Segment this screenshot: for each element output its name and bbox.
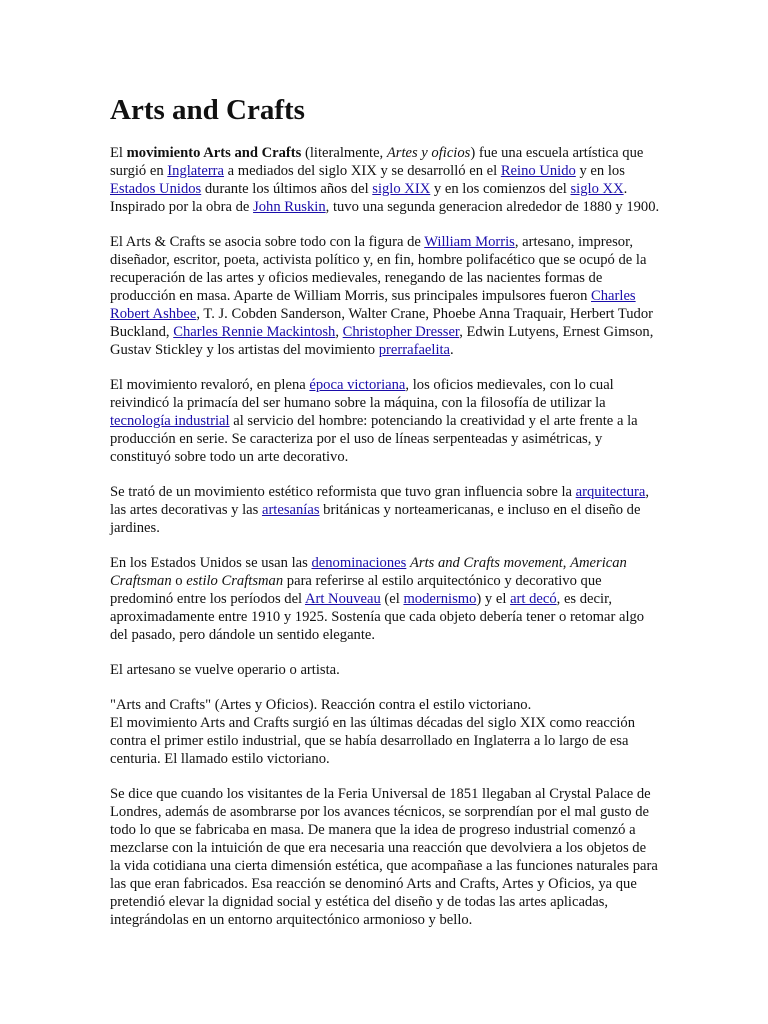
text-span: ) y el (476, 591, 511, 607)
text-span: , es decir, aproximadamente entre 1910 y 1925. Sostenía que cada objeto debería tener o retomar algo del pasado, pero dándole un sentido elegante. (110, 591, 645, 643)
text-span: , tuvo una segunda generacion alrededor de 1880 y 1900. (325, 199, 660, 215)
italic-term: estilo Craftsman (186, 573, 284, 589)
bold-term: movimiento Arts and Crafts (126, 145, 302, 161)
text-span: o (171, 573, 187, 589)
link-siglo-xx[interactable]: siglo XX (570, 181, 624, 197)
text-span: para referirse al estilo arquitectónico y decorativo que predominó entre los períodos del (110, 573, 602, 607)
italic-term: Arts and Crafts movement (409, 555, 563, 571)
text-span: . (450, 342, 454, 358)
link-siglo-xix[interactable]: siglo XIX (372, 181, 431, 197)
text-span: , artesano, impresor, diseñador, escritor, poeta, activista político y, en fin, hombre polifacético que se ocupó de la recuperación de las artes y oficios medievales, renegando de las nacientes formas de producción en masa. Aparte de William Morris, sus principales impulsores fueron (110, 234, 647, 304)
link-artesanias[interactable]: artesanías (261, 502, 320, 518)
text-span: británicas y norteamericanas, e incluso en el diseño de jardines. (110, 502, 641, 536)
text-span: (el (380, 591, 404, 607)
text-span: (literalmente, (301, 145, 387, 161)
page-title: Arts and Crafts (110, 94, 305, 126)
paragraph-epoca-victoriana (110, 376, 660, 466)
link-christopher-dresser[interactable]: Christopher Dresser (342, 324, 460, 340)
paragraph-reformista (110, 483, 660, 537)
link-charles-robert-ashbee[interactable]: Charles Robert Ashbee (110, 288, 636, 322)
link-modernismo[interactable]: modernismo (403, 591, 477, 607)
link-john-ruskin[interactable]: John Ruskin (253, 199, 326, 215)
text-span: En los Estados Unidos se usan las (110, 555, 312, 571)
link-charles-rennie-mackintosh[interactable]: Charles Rennie Mackintosh (173, 324, 336, 340)
link-reino-unido[interactable]: Reino Unido (500, 163, 576, 179)
text-span: al servicio del hombre: potenciando la creatividad y el arte frente a la producción en serie. Se caracteriza por el uso de líneas serpenteadas y asimétricas, y constituyó sobre todo un arte decorativo. (110, 413, 638, 465)
link-prerrafaelita[interactable]: prerrafaelita (378, 342, 451, 358)
text-span: , T. J. Cobden Sanderson, Walter Crane, Phoebe Anna Traquair, Herbert Tudor Buckland, (110, 306, 654, 340)
paragraph-intro (110, 144, 660, 216)
text-span: . Inspirado por la obra de (110, 181, 628, 215)
link-estados-unidos[interactable]: Estados Unidos (110, 181, 202, 197)
text-span: "Arts and Crafts" (Artes y Oficios). Reacción contra el estilo victoriano. (110, 697, 532, 713)
text-span: durante los últimos años del (201, 181, 373, 197)
link-tecnologia-industrial[interactable]: tecnología industrial (110, 413, 230, 429)
link-art-deco[interactable]: art decó (510, 591, 557, 607)
italic-term: Artes y oficios (386, 145, 471, 161)
link-art-nouveau[interactable]: Art Nouveau (304, 591, 381, 607)
link-william-morris[interactable]: William Morris (424, 234, 515, 250)
italic-term: American Craftsman (110, 555, 627, 589)
text-span: , (335, 324, 343, 340)
paragraph-reaccion (110, 696, 660, 768)
text-span: , los oficios medievales, con lo cual reivindicó la primacía del ser humano sobre la máquina, con la filosofía de utilizar la (110, 377, 614, 411)
link-inglaterra[interactable]: Inglaterra (167, 163, 225, 179)
text-span: Se trató de un movimiento estético reformista que tuvo gran influencia sobre la (110, 484, 576, 500)
text-span: El Arts & Crafts se asocia sobre todo con la figura de (110, 234, 425, 250)
link-arquitectura[interactable]: arquitectura (575, 484, 646, 500)
document-page (110, 92, 660, 946)
text-span: ) fue una escuela artística que surgió en (110, 145, 644, 179)
text-span: y en los comienzos del (430, 181, 571, 197)
paragraph-feria-universal: Se dice que cuando los visitantes de la Feria Universal de 1851 llegaban al Crystal Palace de Londres, además de asombrarse por los avances técnicos, se sorprendían por el mal gusto de todo lo que se fabricaba en masa. De manera que la idea de progreso industrial comenzó a mezclarse con la intuición de que era necesaria una reacción que devolviera a los objetos de la vida cotidiana una cierta dimensión estética, que acompañase a las funciones naturales para las que eran fabricados. Esa reacción se denominó Arts and Crafts, Artes y Oficios, ya que pretendió elevar la dignidad social y estética del diseño y de todas las artes aplicadas, integrándolas en un entorno arquitectónico armonioso y bello. (110, 786, 658, 928)
paragraph-william-morris (110, 233, 660, 359)
text-span: a mediados del siglo XIX y se desarrolló en el (224, 163, 501, 179)
text-span: El movimiento revaloró, en plena (110, 377, 310, 393)
text-span: El (110, 145, 127, 161)
paragraph-artesano: El artesano se vuelve operario o artista. (110, 662, 340, 678)
paragraph-estados-unidos (110, 554, 660, 644)
text-span: , las artes decorativas y las (110, 484, 649, 518)
text-span: y en los (575, 163, 625, 179)
link-epoca-victoriana[interactable]: época victoriana (309, 377, 406, 393)
text-span: El movimiento Arts and Crafts surgió en las últimas décadas del siglo XIX como reacción contra el primer estilo industrial, que se había desarrollado en Inglaterra a lo largo de esa centuria. El llamado estilo victoriano. (110, 715, 635, 767)
text-span: , (562, 555, 571, 571)
text-span: , Edwin Lutyens, Ernest Gimson, Gustav Stickley y los artistas del movimiento (110, 324, 654, 358)
link-denominaciones[interactable]: denominaciones (311, 555, 407, 571)
